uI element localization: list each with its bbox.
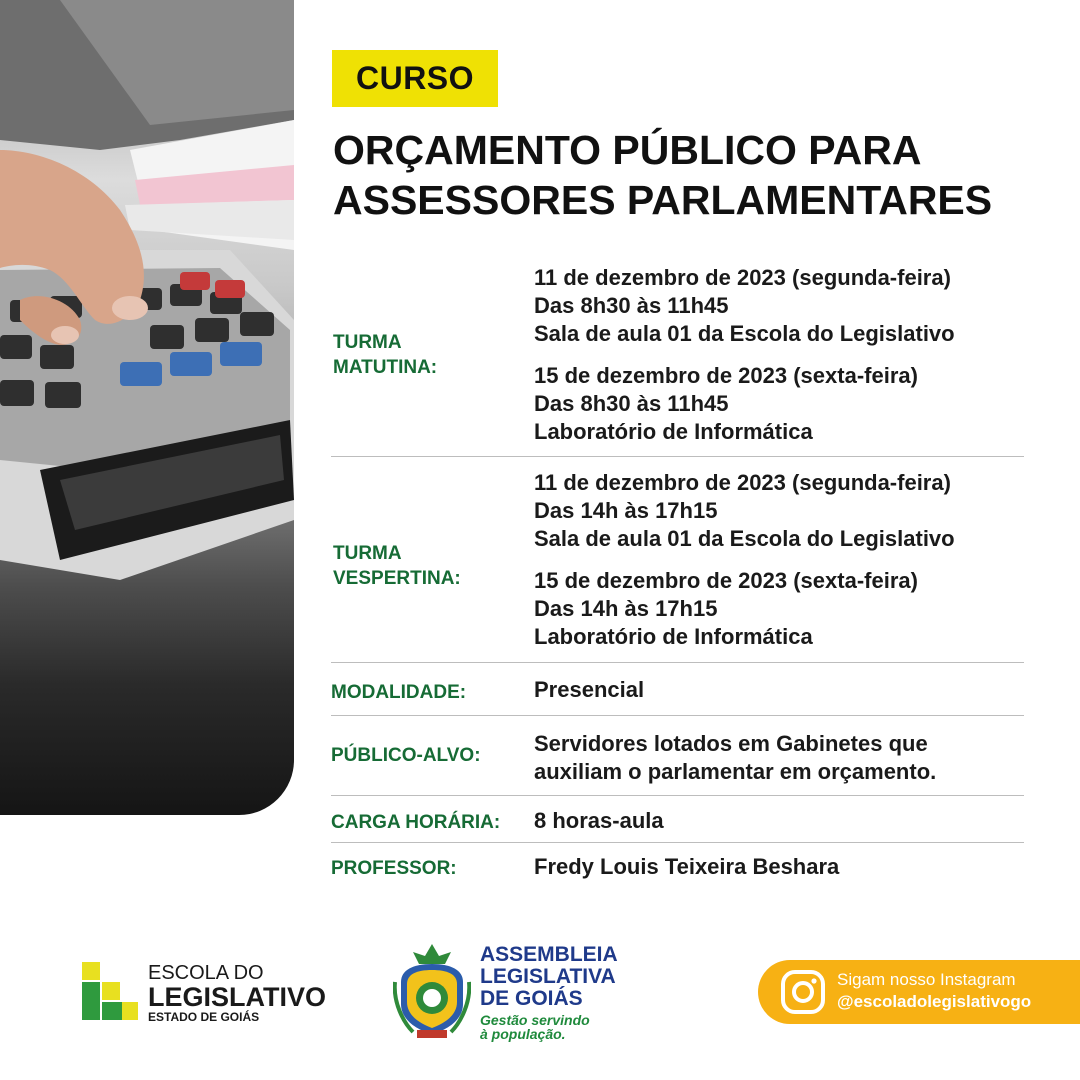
vespertina-session2-time: Das 14h às 17h15 bbox=[534, 596, 718, 621]
instagram-handle[interactable]: @escoladolegislativogo bbox=[837, 992, 1032, 1011]
vespertina-session2-room: Laboratório de Informática bbox=[534, 624, 813, 649]
divider bbox=[331, 715, 1024, 716]
matutina-session1-room: Sala de aula 01 da Escola do Legislativo bbox=[534, 321, 955, 346]
course-badge bbox=[332, 50, 498, 107]
turma-matutina-label-2: MATUTINA: bbox=[333, 357, 438, 378]
instagram-icon bbox=[780, 969, 826, 1015]
vespertina-session1-time: Das 14h às 17h15 bbox=[534, 498, 718, 523]
carga-horaria-value: 8 horas-aula bbox=[534, 808, 664, 833]
divider bbox=[331, 842, 1024, 843]
publico-alvo-value-2: auxiliam o parlamentar em orçamento. bbox=[534, 759, 937, 784]
turma-matutina-label-1: TURMA bbox=[333, 332, 402, 353]
escola-name-3: ESTADO DE GOIÁS bbox=[148, 1010, 260, 1024]
matutina-session1-date: 11 de dezembro de 2023 (segunda-feira) bbox=[534, 265, 951, 290]
alego-slogan-1: Gestão servindo bbox=[480, 1012, 590, 1028]
title-line-1: ORÇAMENTO PÚBLICO PARA bbox=[333, 127, 922, 173]
instagram-banner[interactable] bbox=[758, 960, 1080, 1024]
calculator-photo bbox=[0, 0, 294, 815]
badge-label: CURSO bbox=[355, 60, 475, 96]
alego-slogan-2: à população. bbox=[480, 1026, 566, 1042]
turma-vespertina-label-2: VESPERTINA: bbox=[333, 568, 461, 589]
publico-alvo-value-1: Servidores lotados em Gabinetes que bbox=[534, 731, 928, 756]
matutina-session2-room: Laboratório de Informática bbox=[534, 419, 813, 444]
turma-vespertina-label-1: TURMA bbox=[333, 543, 402, 564]
vespertina-session2-date: 15 de dezembro de 2023 (sexta-feira) bbox=[534, 568, 918, 593]
title-line-2: ASSESSORES PARLAMENTARES bbox=[333, 177, 993, 223]
goias-coat-of-arms-icon bbox=[393, 942, 471, 1040]
modalidade-value: Presencial bbox=[534, 677, 645, 702]
professor-value: Fredy Louis Teixeira Beshara bbox=[534, 854, 840, 879]
alego-name-3: DE GOIÁS bbox=[480, 987, 583, 1010]
vespertina-session1-date: 11 de dezembro de 2023 (segunda-feira) bbox=[534, 470, 951, 495]
matutina-session2-date: 15 de dezembro de 2023 (sexta-feira) bbox=[534, 363, 918, 388]
vespertina-session1-room: Sala de aula 01 da Escola do Legislativo bbox=[534, 526, 955, 551]
alego-name-1: ASSEMBLEIA bbox=[480, 943, 618, 966]
carga-horaria-label: CARGA HORÁRIA: bbox=[331, 812, 501, 833]
matutina-session2-time: Das 8h30 às 11h45 bbox=[534, 391, 729, 416]
professor-label: PROFESSOR: bbox=[331, 858, 457, 879]
escola-logo-icon bbox=[82, 962, 138, 1020]
instagram-call-text: Sigam nosso Instagram bbox=[837, 970, 1016, 989]
alego-name-2: LEGISLATIVA bbox=[480, 965, 616, 988]
escola-name-2: LEGISLATIVO bbox=[148, 982, 327, 1012]
modalidade-label: MODALIDADE: bbox=[331, 682, 467, 703]
divider bbox=[331, 795, 1024, 796]
escola-name-1: ESCOLA DO bbox=[148, 962, 264, 984]
matutina-session1-time: Das 8h30 às 11h45 bbox=[534, 293, 729, 318]
divider bbox=[331, 456, 1024, 457]
course-title bbox=[333, 125, 1053, 225]
divider bbox=[331, 662, 1024, 663]
publico-alvo-label: PÚBLICO-ALVO: bbox=[331, 745, 481, 766]
